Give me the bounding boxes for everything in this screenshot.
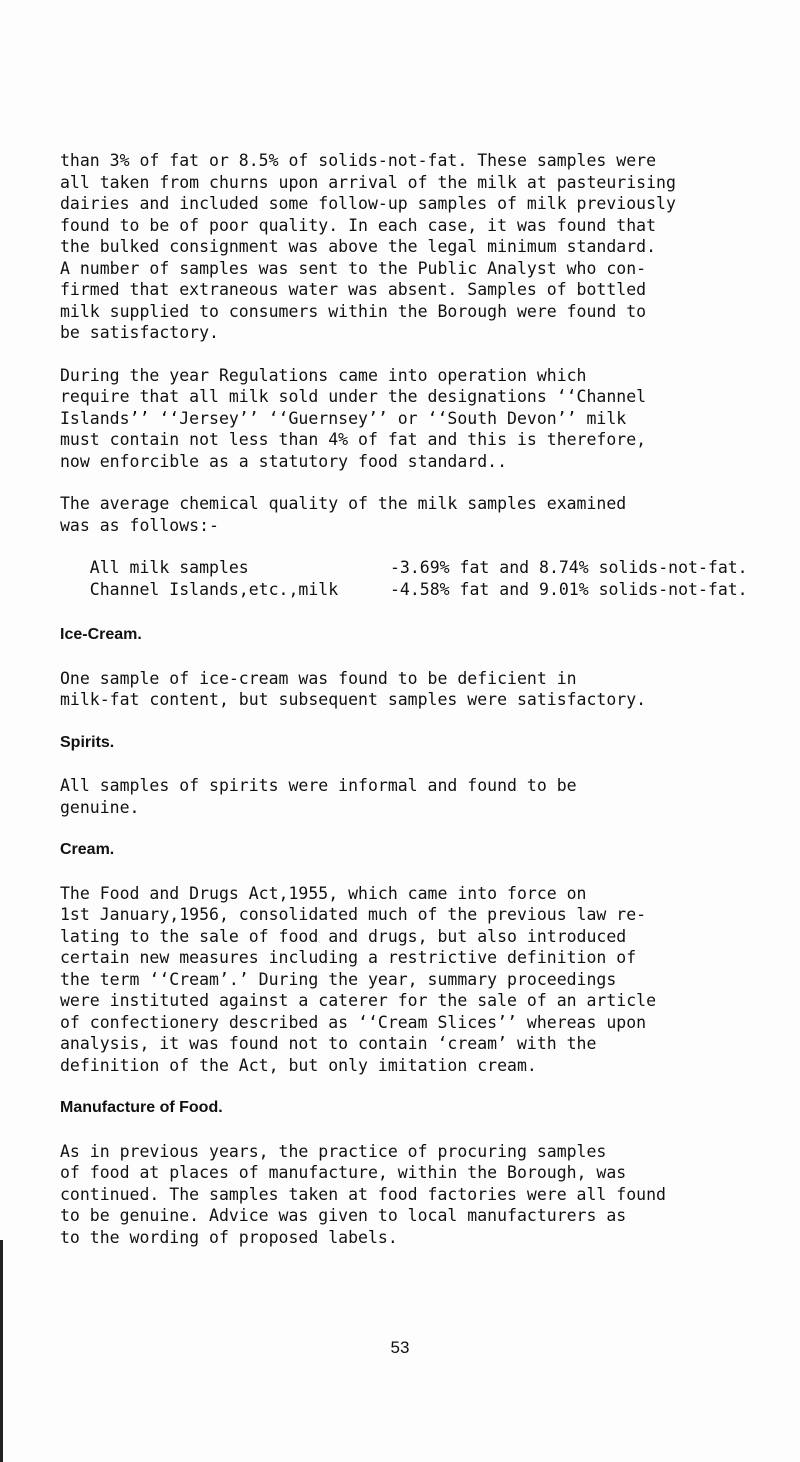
- page-number: 53: [390, 1338, 410, 1357]
- page-content: [60, 150, 760, 1269]
- section-spirits: [60, 732, 760, 819]
- milk-fat-paragraph: than 3% of fat or 8.5% of solids-not-fat. These samples were all taken from churns upon arrival of the milk at pasteurising dairies and included some follow-up samples of milk previously found to be of poor quality. In each case, it was found that the bulked consignment was above the legal minimum standard. A number of samples was sent to the Public Analyst who con- firmed that extraneous water was absent. Samples of bottled milk supplied to consumers within the Borough were found to be satisfactory.: [60, 151, 676, 342]
- section-body: One sample of ice-cream was found to be deficient in milk-fat content, but subsequent samples were satisfactory.: [60, 668, 647, 709]
- average-row: [60, 579, 760, 601]
- average-row-label: All milk samples: [60, 558, 249, 577]
- average-row-label: Channel Islands,etc.,milk: [60, 579, 339, 599]
- section-heading: Ice-Cream.: [60, 626, 142, 643]
- average-quality-table: [60, 557, 760, 600]
- section-cream: [60, 839, 760, 1076]
- section-heading: Cream.: [60, 841, 115, 858]
- average-row: [60, 557, 760, 579]
- scan-edge-line: [0, 1240, 3, 1462]
- section-ice-cream: [60, 624, 760, 711]
- regulations-paragraph: During the year Regulations came into operation which require that all milk sold under the designations ‘‘Channel Islands’’ ‘‘Jersey’’ ‘‘Guernsey’’ or ‘‘South Devon’’ milk must contain not less than 4% of fat and this is therefore, now enforcible as a statutory food standard..: [60, 365, 647, 471]
- average-row-value: -4.58% fat and 9.01% solids-not-fat.: [390, 579, 748, 599]
- section-heading: Manufacture of Food.: [60, 1099, 223, 1116]
- section-heading: Spirits.: [60, 733, 115, 751]
- section-manufacture-of-food: [60, 1097, 760, 1248]
- section-body: All samples of spirits were informal and found to be genuine.: [60, 776, 577, 817]
- section-body: The Food and Drugs Act,1955, which came into force on 1st January,1956, consolidated much of the previous law re- lating to the sale of food and drugs, but also introduced certain new measures including a restrictive definition of the term ‘‘Cream’.’ During the year, summary proceedings were instituted against a caterer for the sale of an article of confectionery described as ‘‘Cream Slices’’ whereas upon analysis, it was found not to contain ‘cream’ with the definition of the Act, but only imitation cream.: [60, 883, 657, 1075]
- average-quality-intro: The average chemical quality of the milk samples examined was as follows:-: [60, 494, 627, 535]
- average-row-value: -3.69% fat and 8.74% solids-not-fat.: [390, 558, 748, 577]
- section-body: As in previous years, the practice of procuring samples of food at places of manufacture, within the Borough, was continued. The samples taken at food factories were all found to be genuine. Advice was given to local manufacturers as to the wording of proposed labels.: [60, 1141, 666, 1247]
